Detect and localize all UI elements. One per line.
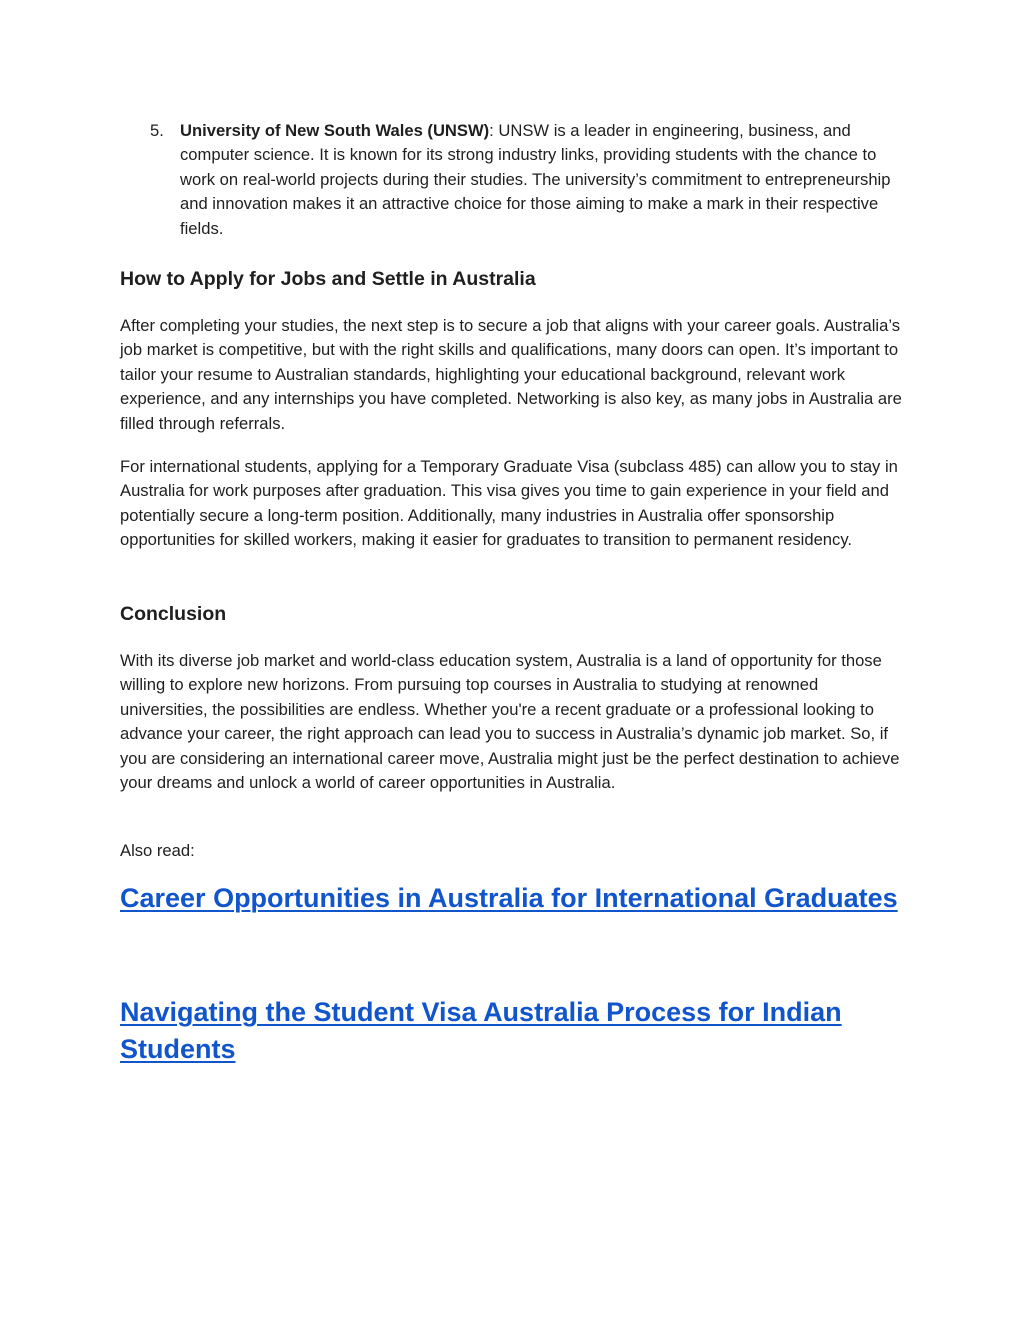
paragraph-conclusion: With its diverse job market and world-class education system, Australia is a land of opportunity for those willing to explore new horizons. From pursuing top courses in Australia to studying at renowned universities, the possibilities are endless. Whether you're a recent graduate or a professional looking to advance your career, the right approach can lead you to success in Australia’s dynamic job market. So, if you are considering an international career move, Australia might just be the perfect destination to achieve your dreams and unlock a world of career opportunities in Australia. (120, 651, 900, 793)
list-number: 5. (150, 121, 164, 140)
link-student-visa[interactable]: Navigating the Student Visa Australia Process for Indian Students (120, 997, 842, 1064)
paragraph-apply-1: After completing your studies, the next step is to secure a job that aligns with your career goals. Australia’s job market is competitive, but with the right skills and qualifications, many doors can open. It’s important to tailor your resume to Australian standards, highlighting your educational background, relevant work experience, and any internships you have completed. Networking is also key, as many jobs in Australia are filled through referrals. (120, 316, 902, 433)
list-item-text: : UNSW is a leader in engineering, business, and computer science. It is known for its strong industry links, providing students with the chance to work on real-world projects during their studies. The university’s commitment to entrepreneurship and innovation makes it an attractive choice for those aiming to make a mark in their respective fields. (180, 121, 891, 238)
list-item-unsw (120, 119, 910, 241)
also-read-label: Also read: (120, 841, 195, 860)
heading-conclusion: Conclusion (120, 603, 227, 625)
paragraph-apply-2: For international students, applying for a Temporary Graduate Visa (subclass 485) can allow you to stay in Australia for work purposes after graduation. This visa gives you time to gain experience in your field and potentially secure a long-term position. Additionally, many industries in Australia offer sponsorship opportunities for skilled workers, making it easier for graduates to transition to permanent residency. (120, 457, 898, 550)
link-career-opportunities[interactable]: Career Opportunities in Australia for International Graduates (120, 883, 898, 913)
list-item-body (180, 119, 910, 241)
list-item-title: University of New South Wales (UNSW) (180, 121, 490, 140)
heading-apply-jobs: How to Apply for Jobs and Settle in Australia (120, 268, 536, 290)
